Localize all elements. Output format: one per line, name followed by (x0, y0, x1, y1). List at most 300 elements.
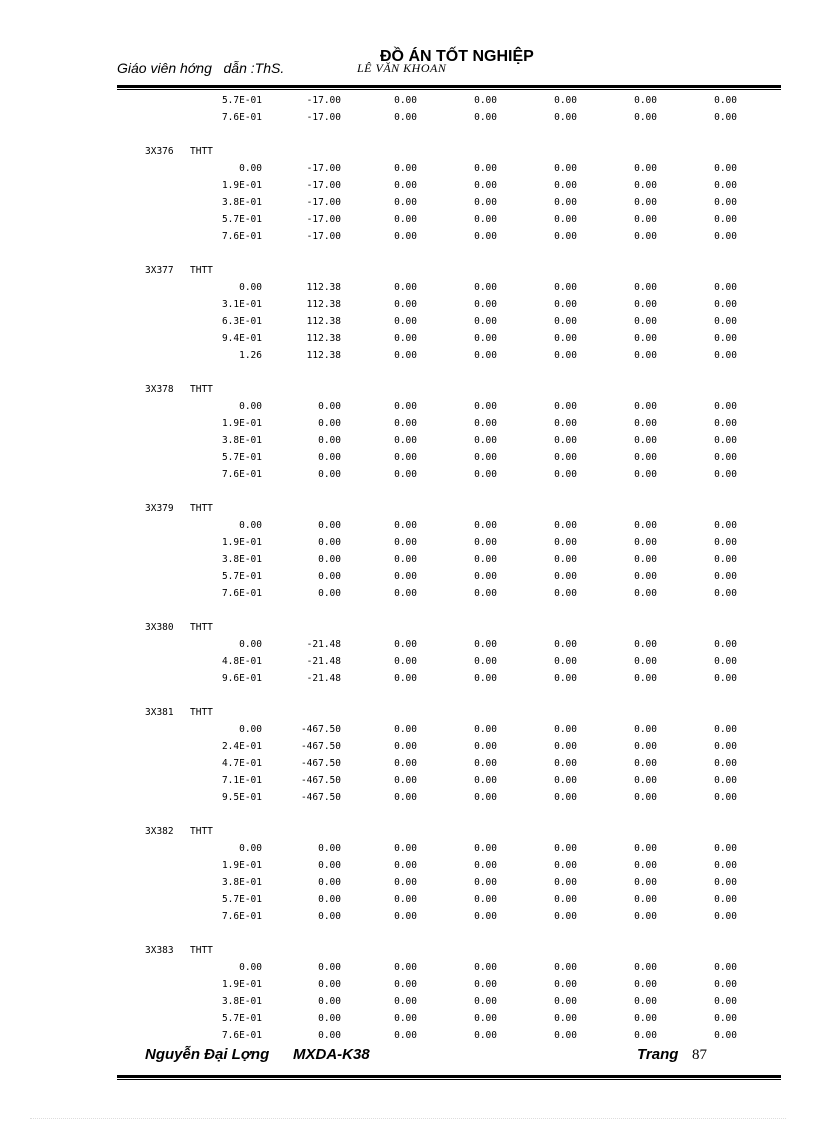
table-cell: 4.8E-01 (221, 656, 262, 667)
table-cell: 0.00 (634, 197, 657, 208)
table-cell: -467.50 (300, 758, 341, 769)
table-cell: 0.00 (714, 741, 737, 752)
case-label: THTT (190, 707, 213, 718)
table-cell: 3.8E-01 (221, 435, 262, 446)
table-row (117, 959, 781, 976)
table-cell: 0.00 (318, 962, 341, 973)
case-label: THTT (190, 826, 213, 837)
table-cell: 0.00 (394, 1030, 417, 1041)
table-cell: 0.00 (554, 860, 577, 871)
table-cell: 0.00 (634, 979, 657, 990)
table-row (117, 398, 781, 415)
footer-rule-thick (117, 1075, 781, 1078)
table-cell: 0.00 (474, 520, 497, 531)
table-cell: 0.00 (394, 401, 417, 412)
table-cell: 112.38 (306, 282, 341, 293)
table-cell: 0.00 (554, 401, 577, 412)
table-cell: 0.00 (474, 911, 497, 922)
table-cell: 0.00 (714, 401, 737, 412)
table-cell: 3.8E-01 (221, 877, 262, 888)
table-cell: 0.00 (474, 1030, 497, 1041)
table-cell: 0.00 (714, 860, 737, 871)
table-row (117, 738, 781, 755)
table-cell: 0.00 (714, 639, 737, 650)
case-label: THTT (190, 265, 213, 276)
table-cell: 0.00 (554, 639, 577, 650)
table-cell: -21.48 (306, 656, 341, 667)
element-id: 3X378 (145, 384, 174, 395)
table-cell: 0.00 (634, 554, 657, 565)
table-cell: 5.7E-01 (221, 95, 262, 106)
element-id: 3X376 (145, 146, 174, 157)
table-cell: 0.00 (474, 435, 497, 446)
table-cell: 0.00 (394, 588, 417, 599)
table-cell: 0.00 (474, 724, 497, 735)
table-cell: 0.00 (634, 741, 657, 752)
table-row (117, 993, 781, 1010)
table-cell: 0.00 (554, 843, 577, 854)
table-cell: 0.00 (634, 180, 657, 191)
table-cell: 0.00 (714, 95, 737, 106)
table-cell: 7.6E-01 (221, 588, 262, 599)
table-cell: 0.00 (394, 435, 417, 446)
table-cell: 6.3E-01 (221, 316, 262, 327)
table-cell: 0.00 (318, 469, 341, 480)
table-cell: 0.00 (634, 877, 657, 888)
table-cell: 0.00 (554, 299, 577, 310)
table-cell: 0.00 (714, 316, 737, 327)
table-cell: 0.00 (474, 639, 497, 650)
table-cell: -17.00 (306, 197, 341, 208)
table-cell: 0.00 (318, 894, 341, 905)
page-label: Trang (637, 1046, 679, 1063)
table-cell: 0.00 (634, 843, 657, 854)
table-cell: 0.00 (474, 537, 497, 548)
table-cell: 0.00 (394, 979, 417, 990)
table-cell: 0.00 (394, 860, 417, 871)
table-cell: 0.00 (554, 979, 577, 990)
table-cell: 0.00 (394, 996, 417, 1007)
table-cell: 0.00 (474, 979, 497, 990)
table-cell: 0.00 (474, 112, 497, 123)
table-cell: 0.00 (474, 333, 497, 344)
table-cell: 1.9E-01 (221, 860, 262, 871)
table-cell: 0.00 (634, 520, 657, 531)
table-cell: 0.00 (318, 418, 341, 429)
table-cell: 0.00 (634, 95, 657, 106)
table-cell: 0.00 (239, 962, 262, 973)
table-row (117, 551, 781, 568)
table-cell: 0.00 (394, 316, 417, 327)
table-row (117, 1027, 781, 1044)
table-cell: 0.00 (474, 231, 497, 242)
table-cell: 0.00 (318, 1013, 341, 1024)
author-name: Nguyễn Đại Lợng (145, 1046, 270, 1063)
table-cell: 0.00 (318, 554, 341, 565)
table-cell: 0.00 (318, 877, 341, 888)
results-table (117, 92, 781, 1044)
table-cell: 0.00 (318, 401, 341, 412)
table-cell: 0.00 (474, 418, 497, 429)
table-cell: 0.00 (714, 282, 737, 293)
table-row (117, 755, 781, 772)
table-cell: 0.00 (634, 299, 657, 310)
table-cell: 0.00 (634, 282, 657, 293)
table-cell: 0.00 (318, 860, 341, 871)
table-cell: 0.00 (394, 537, 417, 548)
table-cell: 0.00 (714, 962, 737, 973)
table-cell: 7.6E-01 (221, 911, 262, 922)
table-row (117, 92, 781, 109)
table-row (117, 721, 781, 738)
row-spacer (117, 925, 781, 942)
row-spacer (117, 364, 781, 381)
table-cell: 0.00 (714, 231, 737, 242)
table-cell: 0.00 (474, 214, 497, 225)
element-id: 3X380 (145, 622, 174, 633)
row-spacer (117, 126, 781, 143)
row-spacer (117, 483, 781, 500)
table-cell: 3.8E-01 (221, 554, 262, 565)
table-cell: 0.00 (239, 843, 262, 854)
table-cell: 0.00 (474, 299, 497, 310)
table-cell: 0.00 (714, 673, 737, 684)
table-cell: 0.00 (394, 554, 417, 565)
table-cell: -467.50 (300, 741, 341, 752)
table-cell: 0.00 (714, 792, 737, 803)
table-cell: 0.00 (634, 571, 657, 582)
row-spacer (117, 687, 781, 704)
table-cell: 0.00 (634, 214, 657, 225)
table-cell: 0.00 (634, 350, 657, 361)
table-cell: 0.00 (554, 316, 577, 327)
table-cell: 0.00 (714, 877, 737, 888)
table-cell: 0.00 (634, 792, 657, 803)
table-cell: 0.00 (474, 1013, 497, 1024)
table-cell: 0.00 (714, 180, 737, 191)
table-cell: 0.00 (634, 724, 657, 735)
table-cell: -21.48 (306, 673, 341, 684)
table-row (117, 976, 781, 993)
table-cell: 0.00 (318, 588, 341, 599)
table-cell: 1.9E-01 (221, 418, 262, 429)
table-cell: 0.00 (554, 775, 577, 786)
table-cell: 0.00 (239, 520, 262, 531)
table-cell: 0.00 (394, 758, 417, 769)
table-row (117, 908, 781, 925)
table-cell: 0.00 (394, 350, 417, 361)
table-cell: 9.6E-01 (221, 673, 262, 684)
footer-rule-thin (117, 1079, 781, 1080)
table-cell: 112.38 (306, 350, 341, 361)
table-cell: 0.00 (474, 95, 497, 106)
class-code: MXDA-K38 (293, 1046, 370, 1063)
table-cell: 0.00 (634, 860, 657, 871)
table-cell: 0.00 (634, 656, 657, 667)
table-cell: -17.00 (306, 112, 341, 123)
table-cell: 0.00 (394, 95, 417, 106)
table-cell: 0.00 (474, 197, 497, 208)
table-cell: 0.00 (714, 894, 737, 905)
table-cell: 0.00 (554, 571, 577, 582)
table-cell: 7.1E-01 (221, 775, 262, 786)
table-cell: 0.00 (394, 741, 417, 752)
table-cell: 0.00 (554, 911, 577, 922)
section-header (117, 619, 781, 636)
table-cell: 0.00 (474, 792, 497, 803)
table-cell: 0.00 (714, 554, 737, 565)
section-header (117, 823, 781, 840)
row-spacer (117, 245, 781, 262)
table-cell: 0.00 (634, 469, 657, 480)
section-header (117, 381, 781, 398)
table-cell: 0.00 (394, 299, 417, 310)
table-cell: 0.00 (714, 996, 737, 1007)
table-row (117, 347, 781, 364)
table-cell: 0.00 (634, 775, 657, 786)
table-cell: 0.00 (318, 1030, 341, 1041)
table-cell: 0.00 (394, 894, 417, 905)
table-cell: 0.00 (634, 537, 657, 548)
table-cell: 0.00 (474, 775, 497, 786)
table-cell: 0.00 (474, 894, 497, 905)
table-row (117, 1010, 781, 1027)
case-label: THTT (190, 384, 213, 395)
table-cell: 0.00 (474, 656, 497, 667)
table-cell: 0.00 (714, 520, 737, 531)
table-cell: 0.00 (394, 452, 417, 463)
table-cell: 0.00 (554, 435, 577, 446)
document-title: ĐỒ ÁN TỐT NGHIỆP (380, 48, 534, 65)
page-header (117, 48, 781, 88)
case-label: THTT (190, 146, 213, 157)
table-cell: 0.00 (239, 282, 262, 293)
table-cell: 0.00 (474, 452, 497, 463)
table-cell: 0.00 (474, 571, 497, 582)
table-cell: 0.00 (554, 214, 577, 225)
table-row (117, 874, 781, 891)
table-cell: 0.00 (474, 758, 497, 769)
row-spacer (117, 602, 781, 619)
table-cell: 0.00 (714, 758, 737, 769)
table-cell: 0.00 (554, 588, 577, 599)
page-edge-divider (30, 1118, 786, 1119)
table-cell: 0.00 (714, 435, 737, 446)
teacher-name: LÊ VĂN KHOAN (357, 61, 447, 75)
teacher-prefix: Giáo viên hớng dẫn :ThS. (117, 60, 285, 76)
table-cell: 0.00 (554, 656, 577, 667)
table-cell: 0.00 (474, 741, 497, 752)
table-row (117, 840, 781, 857)
table-cell: 5.7E-01 (221, 894, 262, 905)
table-cell: 0.00 (394, 775, 417, 786)
table-row (117, 177, 781, 194)
table-row (117, 228, 781, 245)
table-cell: 0.00 (554, 877, 577, 888)
table-cell: 0.00 (394, 962, 417, 973)
table-cell: 0.00 (394, 571, 417, 582)
case-label: THTT (190, 622, 213, 633)
table-cell: 0.00 (714, 163, 737, 174)
table-cell: 0.00 (634, 588, 657, 599)
table-cell: 0.00 (394, 180, 417, 191)
table-cell: 9.4E-01 (221, 333, 262, 344)
table-cell: 112.38 (306, 299, 341, 310)
table-cell: 0.00 (714, 214, 737, 225)
table-cell: 0.00 (394, 520, 417, 531)
table-cell: 0.00 (554, 282, 577, 293)
table-cell: 0.00 (634, 316, 657, 327)
table-cell: 0.00 (318, 520, 341, 531)
table-cell: 0.00 (474, 180, 497, 191)
table-cell: -17.00 (306, 163, 341, 174)
table-cell: -467.50 (300, 775, 341, 786)
table-cell: 0.00 (634, 435, 657, 446)
table-cell: 0.00 (394, 724, 417, 735)
table-row (117, 449, 781, 466)
table-row (117, 313, 781, 330)
table-cell: 0.00 (714, 418, 737, 429)
table-cell: 0.00 (714, 911, 737, 922)
table-cell: 0.00 (318, 911, 341, 922)
table-cell: 0.00 (554, 163, 577, 174)
table-cell: 0.00 (554, 792, 577, 803)
table-cell: -17.00 (306, 214, 341, 225)
page-number: 87 (692, 1047, 707, 1063)
header-rule-thin (117, 89, 781, 90)
table-cell: 0.00 (394, 639, 417, 650)
table-cell: 0.00 (714, 843, 737, 854)
section-header (117, 500, 781, 517)
table-cell: 9.5E-01 (221, 792, 262, 803)
table-cell: 0.00 (474, 588, 497, 599)
section-header (117, 262, 781, 279)
table-cell: 0.00 (714, 350, 737, 361)
table-cell: 0.00 (394, 197, 417, 208)
table-cell: 0.00 (394, 333, 417, 344)
table-row (117, 857, 781, 874)
table-row (117, 432, 781, 449)
table-cell: 0.00 (714, 1013, 737, 1024)
table-cell: 0.00 (239, 639, 262, 650)
table-cell: 0.00 (554, 469, 577, 480)
table-cell: -17.00 (306, 231, 341, 242)
table-row (117, 194, 781, 211)
table-cell: 0.00 (394, 673, 417, 684)
table-cell: 0.00 (318, 843, 341, 854)
table-cell: 0.00 (554, 758, 577, 769)
table-row (117, 789, 781, 806)
table-cell: 0.00 (714, 299, 737, 310)
table-cell: 0.00 (394, 163, 417, 174)
table-cell: 0.00 (474, 843, 497, 854)
table-cell: 0.00 (318, 571, 341, 582)
row-spacer (117, 806, 781, 823)
element-id: 3X381 (145, 707, 174, 718)
table-cell: 0.00 (394, 418, 417, 429)
section-header (117, 942, 781, 959)
table-cell: -21.48 (306, 639, 341, 650)
section-header (117, 704, 781, 721)
table-cell: 0.00 (634, 452, 657, 463)
table-cell: 0.00 (634, 911, 657, 922)
table-cell: 1.9E-01 (221, 180, 262, 191)
table-cell: 0.00 (714, 1030, 737, 1041)
table-row (117, 211, 781, 228)
table-row (117, 415, 781, 432)
table-cell: 0.00 (634, 894, 657, 905)
table-cell: -17.00 (306, 180, 341, 191)
table-cell: 0.00 (318, 435, 341, 446)
table-cell: 0.00 (634, 673, 657, 684)
table-cell: 3.8E-01 (221, 996, 262, 1007)
table-cell: 3.8E-01 (221, 197, 262, 208)
element-id: 3X379 (145, 503, 174, 514)
table-cell: 0.00 (714, 656, 737, 667)
table-cell: 0.00 (239, 163, 262, 174)
table-cell: 0.00 (394, 214, 417, 225)
table-cell: 0.00 (554, 95, 577, 106)
table-cell: 112.38 (306, 333, 341, 344)
table-cell: 0.00 (318, 452, 341, 463)
table-cell: 3.1E-01 (221, 299, 262, 310)
table-row (117, 653, 781, 670)
table-cell: 0.00 (239, 401, 262, 412)
table-cell: 0.00 (554, 554, 577, 565)
table-cell: 1.9E-01 (221, 537, 262, 548)
table-cell: 0.00 (634, 1013, 657, 1024)
table-cell: 0.00 (394, 469, 417, 480)
table-row (117, 279, 781, 296)
table-cell: 0.00 (554, 673, 577, 684)
element-id: 3X377 (145, 265, 174, 276)
table-cell: 0.00 (714, 112, 737, 123)
table-cell: 0.00 (714, 724, 737, 735)
table-cell: 5.7E-01 (221, 214, 262, 225)
table-cell: 0.00 (554, 180, 577, 191)
table-cell: 0.00 (714, 979, 737, 990)
table-cell: 0.00 (474, 350, 497, 361)
table-row (117, 636, 781, 653)
table-cell: 0.00 (394, 656, 417, 667)
table-cell: 0.00 (554, 418, 577, 429)
table-cell: 0.00 (554, 333, 577, 344)
table-cell: 0.00 (554, 996, 577, 1007)
table-cell: 0.00 (714, 537, 737, 548)
table-cell: 0.00 (634, 996, 657, 1007)
table-row (117, 296, 781, 313)
table-cell: 0.00 (239, 724, 262, 735)
table-cell: 5.7E-01 (221, 452, 262, 463)
table-cell: 0.00 (474, 962, 497, 973)
table-cell: 0.00 (634, 758, 657, 769)
table-cell: 0.00 (634, 1030, 657, 1041)
table-cell: 0.00 (394, 911, 417, 922)
table-cell: 0.00 (714, 775, 737, 786)
table-cell: 0.00 (474, 163, 497, 174)
table-cell: 0.00 (394, 112, 417, 123)
table-cell: 7.6E-01 (221, 112, 262, 123)
table-cell: 0.00 (554, 520, 577, 531)
table-cell: 0.00 (714, 571, 737, 582)
table-cell: 0.00 (474, 673, 497, 684)
table-cell: 0.00 (634, 112, 657, 123)
table-cell: 112.38 (306, 316, 341, 327)
table-cell: 0.00 (554, 231, 577, 242)
table-cell: 0.00 (474, 860, 497, 871)
table-cell: 0.00 (634, 418, 657, 429)
table-cell: 0.00 (474, 316, 497, 327)
